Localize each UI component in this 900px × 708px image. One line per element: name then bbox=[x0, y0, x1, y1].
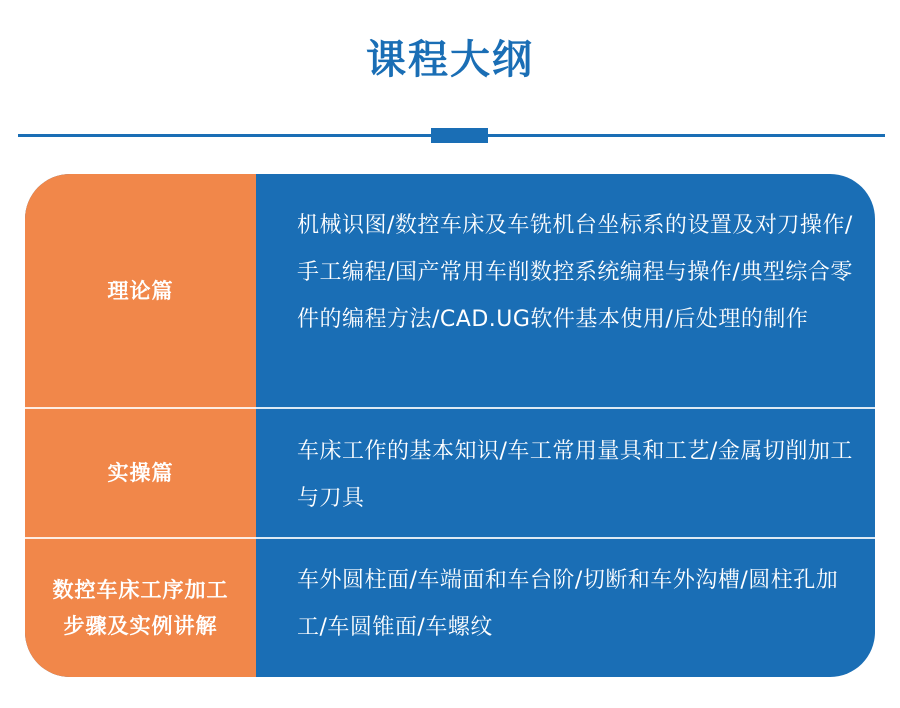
title-divider-accent bbox=[431, 128, 488, 143]
outline-row-theory bbox=[25, 174, 875, 407]
category-label-practice: 实操篇 bbox=[107, 461, 174, 485]
category-label-steps-text: 数控车床工序加工步骤及实例讲解 bbox=[52, 578, 229, 638]
description-theory: 机械识图/数控车床及车铣机台坐标系的设置及对刀操作/手工编程/国产常用车削数控系统编程与操作/典型综合零件的编程方法/CAD.UG软件基本使用/后处理的制作 bbox=[297, 213, 853, 332]
description-practice: 车床工作的基本知识/车工常用量具和工艺/金属切削加工与刀具 bbox=[297, 439, 853, 511]
page-title: 课程大纲 bbox=[366, 37, 534, 83]
category-label-steps bbox=[25, 539, 256, 677]
description-steps: 车外圆柱面/车端面和车台阶/切断和车外沟槽/圆柱孔加工/车圆锥面/车螺纹 bbox=[297, 568, 839, 640]
course-outline-table bbox=[25, 174, 875, 677]
outline-row-practice bbox=[25, 409, 875, 537]
category-label-theory: 理论篇 bbox=[107, 278, 174, 303]
outline-row-steps bbox=[25, 539, 875, 677]
